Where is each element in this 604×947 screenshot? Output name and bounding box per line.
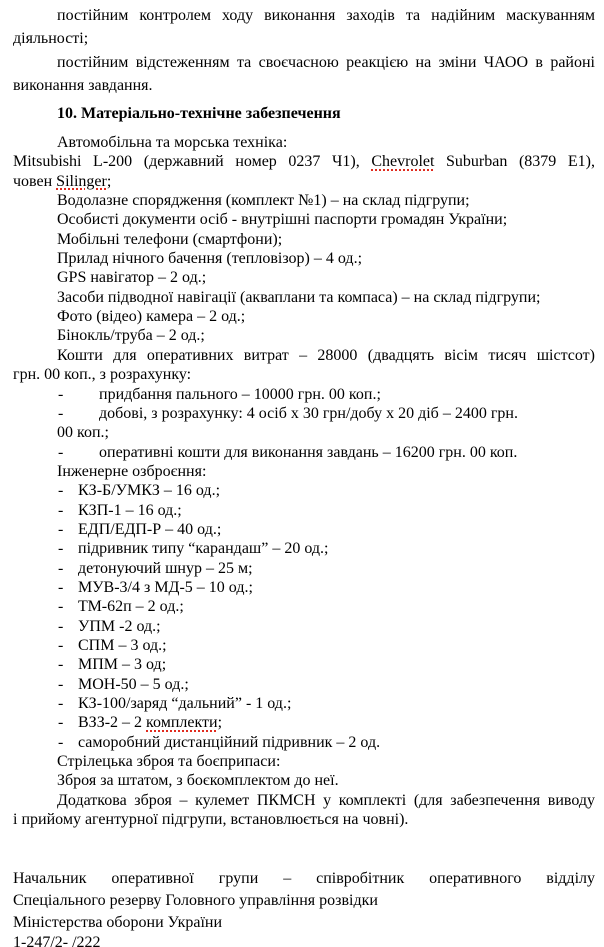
text-line: Спеціального резерву Головного управління розвідки	[13, 892, 378, 909]
list-dash: -	[58, 520, 64, 538]
list-dash: -	[58, 540, 64, 558]
text-line: - підривник типу “карандаш” – 20 од.;	[58, 540, 329, 558]
text-line: Міністерства оборони України	[13, 913, 223, 931]
list-dash: -	[58, 501, 64, 519]
text-line: постійним відстеженням та своєчасною реакцією на зміни ЧАОО в районі	[57, 53, 595, 71]
text-line: Начальник оперативної групи – співробітник оперативного відділу	[13, 870, 595, 888]
text-line: Зброя за штатом, з боєкомплектом до неї.	[57, 772, 339, 790]
misspelled-word: комплекти	[146, 714, 218, 732]
text-line: - УПМ -2 од.;	[58, 617, 161, 635]
text-line: - саморобний дистанційний підривник – 2 од.	[58, 733, 381, 751]
text-line: і прийому агентурної підгрупи, встановлюється на човні).	[13, 811, 409, 829]
text-line: Інженерне озброєння:	[57, 462, 207, 480]
text-line: Mitsubishi L-200 (державний номер 0237 Ч1), Chevrolet Suburban (8379 Е1),	[13, 153, 595, 171]
text-line: - КЗ-100/заряд “дальний” - 1 од.;	[58, 695, 292, 712]
text-line: - МПМ – 3 од;	[58, 656, 167, 674]
text-line: - МУВ-3/4 з МД-5 – 10 од.;	[58, 578, 253, 596]
text-line: Кошти для оперативних витрат – 28000 (двадцять вісім тисяч шістсот)	[57, 346, 595, 364]
text-line: - МОН-50 – 5 од.;	[58, 675, 189, 693]
list-dash: -	[58, 636, 64, 654]
misspelled-word: Silinger	[56, 172, 107, 190]
list-dash: -	[58, 695, 64, 712]
list-dash: -	[58, 559, 64, 577]
text-line: виконання завдання.	[13, 77, 153, 95]
list-dash: -	[58, 404, 64, 422]
text-line: - оперативні кошти для виконання завдань – 16200 грн. 00 коп.	[58, 443, 518, 461]
text-line: - ТМ-62п – 2 од.;	[58, 598, 184, 616]
text-line: - СПМ – 3 од.;	[58, 636, 167, 654]
text-line: - КЗП-1 – 16 од.;	[58, 501, 182, 519]
list-dash: -	[58, 578, 64, 596]
text-line: 00 коп.;	[57, 424, 109, 442]
logistics-section	[13, 133, 595, 829]
list-dash: -	[58, 656, 64, 674]
document-number: 1-247/2- /222	[13, 934, 101, 947]
text-line: Фото (відео) камера – 2 од.;	[57, 308, 246, 326]
text-line: - добові, з розрахунку: 4 осіб х 30 грн/добу х 20 діб – 2400 грн.	[58, 404, 518, 422]
signature-block	[13, 868, 595, 933]
list-dash: -	[58, 675, 64, 693]
text-line: - КЗ-Б/УМКЗ – 16 од.;	[58, 482, 221, 500]
list-dash: -	[58, 385, 64, 403]
text-line: - ВЗЗ-2 – 2 комплекти;	[58, 714, 223, 732]
text-line: Стрілецька зброя та боєприпаси:	[57, 753, 281, 771]
text-line: Автомобільна та морська техніка:	[57, 134, 288, 152]
text-line: Бінокль/труба – 2 од.;	[57, 327, 205, 345]
text-line: Мобільні телефони (смартфони);	[57, 230, 283, 248]
text-line: Водолазне спорядження (комплект №1) – на склад підгрупи;	[57, 192, 470, 210]
text-line: діяльності;	[13, 30, 89, 48]
text-line: човен Silinger;	[13, 172, 112, 190]
list-dash: -	[58, 714, 64, 732]
text-line: Додаткова зброя – кулемет ПКМСН у комплекті (для забезпечення виводу	[57, 791, 595, 809]
section-heading: 10. Матеріально-технічне забезпечення	[57, 104, 341, 122]
text-line: постійним контролем ходу виконання заходів та надійним маскуванням	[57, 7, 595, 24]
text-line: Особисті документи осіб - внутрішні паспорти громадян України;	[57, 211, 508, 229]
list-dash: -	[58, 733, 64, 751]
list-dash: -	[58, 617, 64, 635]
text-line: - придбання пального – 10000 грн. 00 коп.;	[58, 385, 381, 403]
text-line: GPS навігатор – 2 од.;	[57, 269, 207, 287]
text-line: грн. 00 коп., з розрахунку:	[13, 366, 192, 384]
text-line: - детонуючий шнур – 25 м;	[58, 559, 253, 577]
list-dash: -	[58, 482, 64, 500]
text-line: Прилад нічного бачення (тепловізор) – 4 од.;	[57, 250, 363, 268]
misspelled-word: Chevrolet	[371, 153, 435, 171]
intro-paragraphs	[13, 4, 595, 98]
text-line: Засоби підводної навігації (акваплани та компаса) – на склад підгрупи;	[57, 288, 541, 306]
list-dash: -	[58, 443, 64, 461]
list-dash: -	[58, 598, 64, 616]
text-line: - ЕДП/ЕДП-Р – 40 од.;	[58, 520, 222, 538]
